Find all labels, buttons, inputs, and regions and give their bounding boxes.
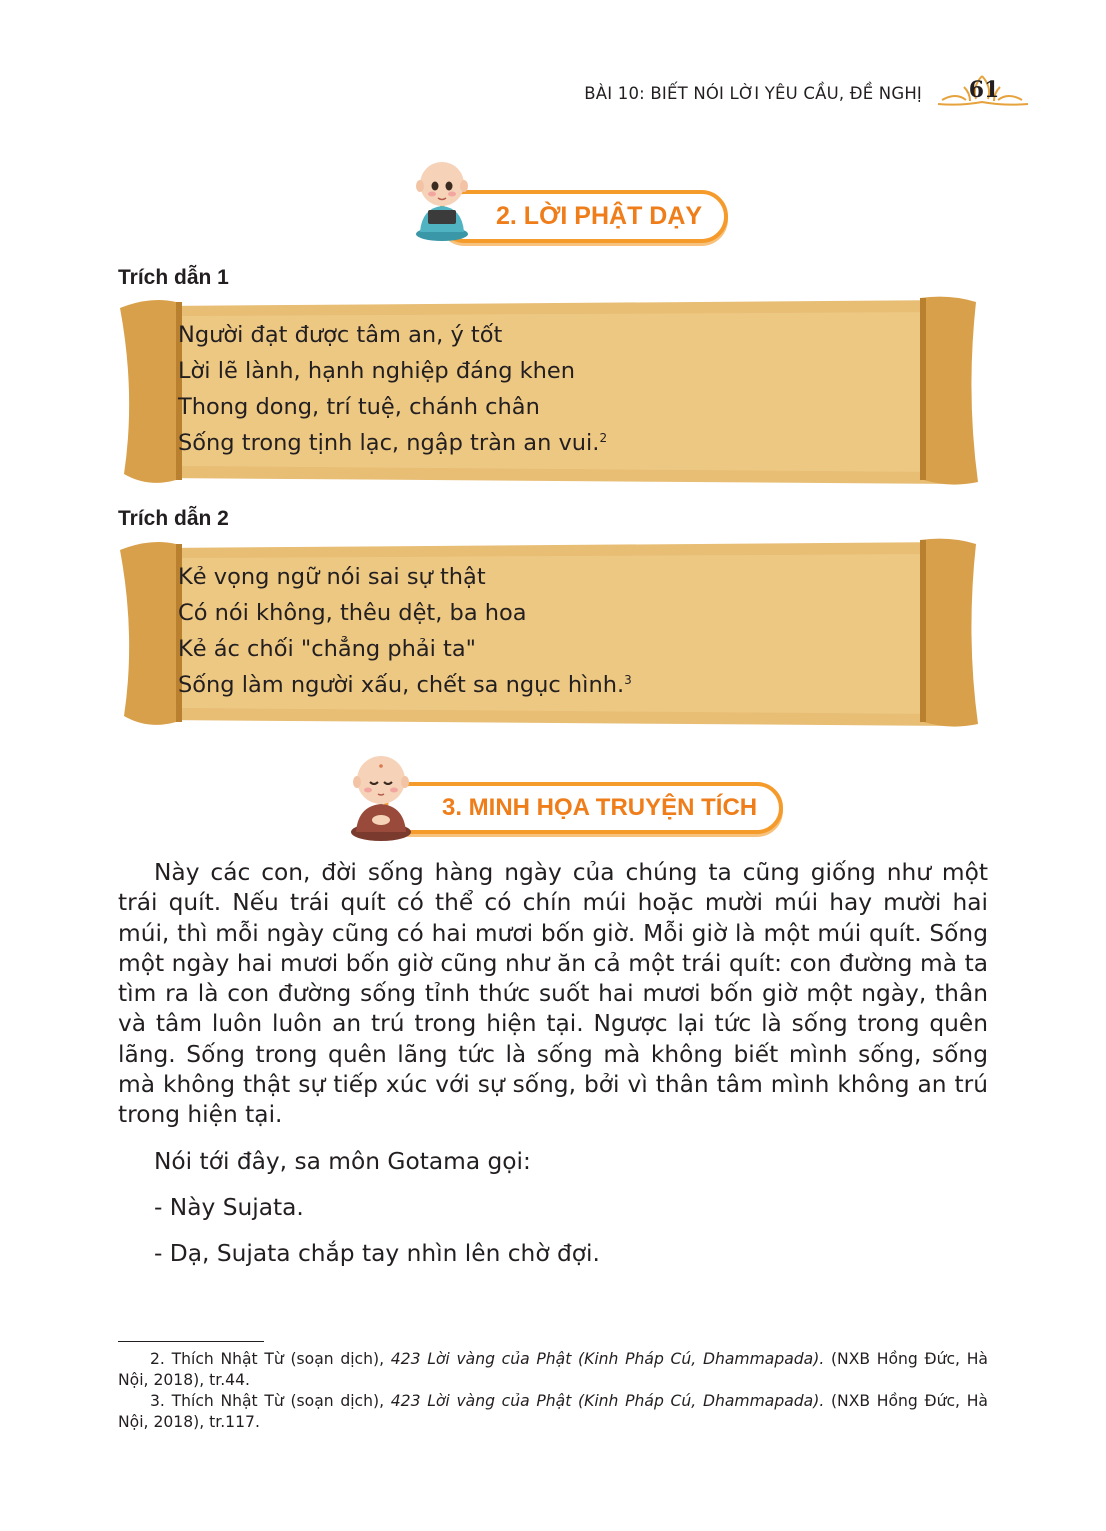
citation-1-label: Trích dẫn 1 <box>118 266 229 289</box>
story-paragraph: Này các con, đời sống hàng ngày của chúng ta cũng giống như một trái quít. Nếu trái quít có thể có chín múi hoặc mười múi hay mười hai múi, thì mỗi ngày cũng có hai mươi bốn giờ. Mỗi giờ là một múi quít. Sống một ngày hai mươi bốn giờ cũng như ăn cả một trái quít: con đường mà ta tìm ra là con đường sống tỉnh thức suốt hai mươi bốn giờ một ngày, thân và tâm luôn luôn an trú trong hiện tại. Ngược lại tức là sống trong quên lãng. Sống trong quên lãng tức là sống mà không biết mình sống, sống mà không thật sự tiếp xúc với sự sống, bởi vì thân tâm mình không an trú trong hiện tại. <box>118 859 988 1129</box>
citation-2-verse <box>178 559 632 703</box>
section-2-banner <box>410 158 728 243</box>
story-line: - Này Sujata. <box>154 1193 304 1221</box>
section-2-title: 2. LỜI PHẬT DẠY <box>438 190 728 243</box>
page-number: 61 <box>968 77 1000 103</box>
section-3-banner <box>348 752 783 834</box>
verse-line: Lời lẽ lành, hạnh nghiệp đáng khen <box>178 358 576 384</box>
story-line: - Dạ, Sujata chắp tay nhìn lên chờ đợi. <box>154 1240 600 1268</box>
footnote-divider <box>118 1341 264 1342</box>
footnote-mark: 2 <box>599 431 608 445</box>
citation-1-verse <box>178 317 607 461</box>
verse-line: Kẻ ác chối "chẳng phải ta" <box>178 636 477 662</box>
running-header <box>584 78 1032 108</box>
verse-line: Có nói không, thêu dệt, ba hoa <box>178 600 527 626</box>
footnote-2: 2. Thích Nhật Từ (soạn dịch), 423 Lời vàng của Phật (Kinh Pháp Cú, Dhammapada). (NXB Hồng Đức, Hà Nội, 2018), tr.44. <box>118 1350 988 1389</box>
section-3-title: 3. MINH HỌA TRUYỆN TÍCH <box>384 782 783 834</box>
running-title: BÀI 10: BIẾT NÓI LỜI YÊU CẦU, ĐỀ NGHỊ <box>584 83 922 103</box>
monk-meditating-icon <box>348 752 414 846</box>
monk-reading-icon <box>410 158 474 246</box>
footnote-3: 3. Thích Nhật Từ (soạn dịch), 423 Lời vàng của Phật (Kinh Pháp Cú, Dhammapada). (NXB Hồng Đức, Hà Nội, 2018), tr.117. <box>118 1392 988 1431</box>
citation-2-label: Trích dẫn 2 <box>118 507 229 530</box>
footnotes <box>118 1349 988 1433</box>
verse-line-last: Sống trong tịnh lạc, ngập tràn an vui.$^2$ <box>178 430 608 456</box>
story-line: Nói tới đây, sa môn Gotama gọi: <box>154 1147 531 1175</box>
verse-line: Kẻ vọng ngữ nói sai sự thật <box>178 564 486 590</box>
verse-line: Thong dong, trí tuệ, chánh chân <box>178 394 540 420</box>
story-text <box>118 858 988 1270</box>
footnote-mark: 3 <box>624 673 632 687</box>
verse-line: Người đạt được tâm an, ý tốt <box>178 322 503 348</box>
verse-line-last: Sống làm người xấu, chết sa ngục hình.$^3$ <box>178 672 632 698</box>
lotus-ornament-icon <box>932 73 1032 113</box>
